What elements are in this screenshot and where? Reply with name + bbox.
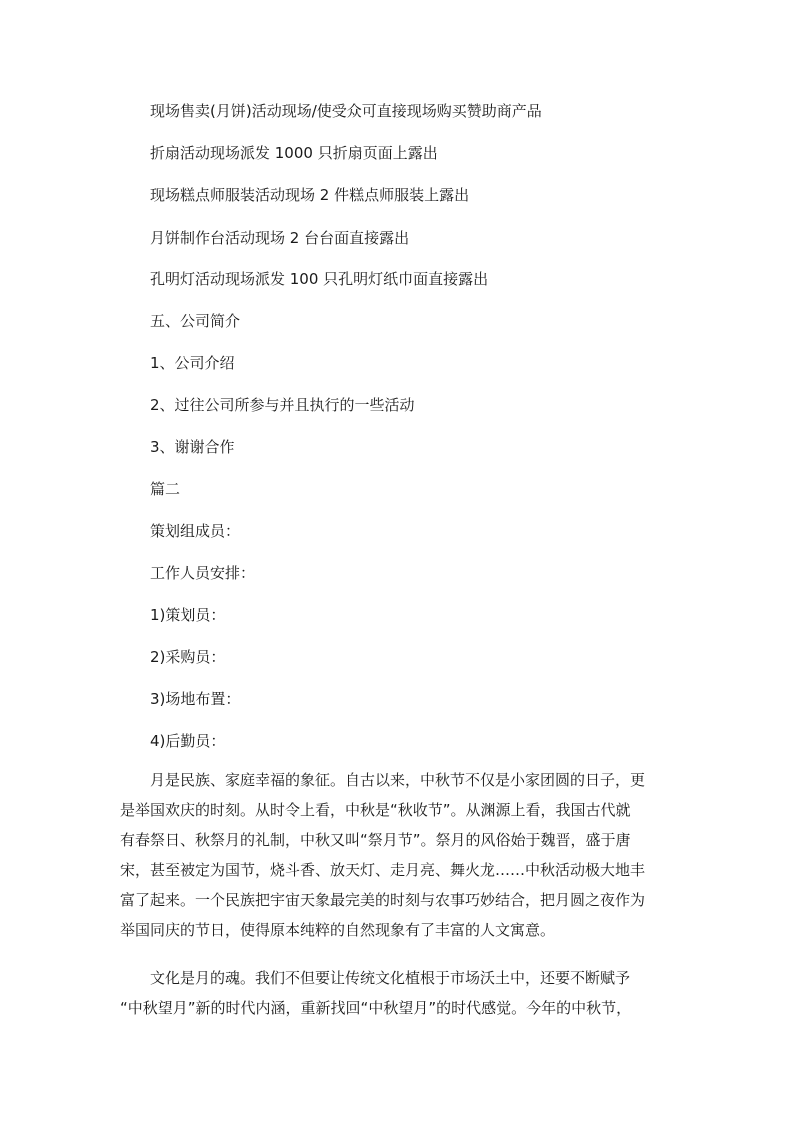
- list-item-company-intro: 1、公司介绍: [150, 354, 235, 372]
- list-item-logistics: 4)后勤员：: [150, 732, 226, 750]
- list-item-venue-setup: 3)场地布置：: [150, 690, 241, 708]
- body-paragraph-1: [120, 765, 660, 945]
- paragraph-line: “中秋望月”新的时代内涵，重新找回“中秋望月”的时代感觉。今年的中秋节，: [120, 999, 632, 1017]
- paragraph-line: 月是民族、家庭幸福的象征。自古以来，中秋节不仅是小家团圆的日子，更: [150, 771, 646, 789]
- list-item-thanks: 3、谢谢合作: [150, 438, 235, 456]
- text-line-staff-arrangement: 工作人员安排：: [150, 564, 256, 582]
- section-heading-company: 五、公司简介: [150, 312, 241, 330]
- paragraph-line: 是举国欢庆的时刻。从时令上看，中秋是“秋收节”。从渊源上看，我国古代就: [120, 801, 631, 819]
- list-item-past-activities: 2、过往公司所参与并且执行的一些活动: [150, 396, 415, 414]
- text-line-lanterns: 孔明灯活动现场派发 100 只孔明灯纸巾面直接露出: [150, 270, 489, 288]
- section-heading-part-two: 篇二: [150, 480, 181, 498]
- text-line-team-members: 策划组成员：: [150, 522, 241, 540]
- paragraph-line: 举国同庆的节日，使得原本纯粹的自然现象有了丰富的人文寓意。: [120, 921, 556, 939]
- text-line-merch-sales: 现场售卖(月饼)活动现场/使受众可直接现场购买赞助商产品: [150, 102, 542, 120]
- text-line-fans: 折扇活动现场派发 1000 只折扇页面上露出: [150, 144, 438, 162]
- list-item-purchaser: 2)采购员：: [150, 648, 226, 666]
- body-paragraph-2: [120, 963, 660, 1023]
- paragraph-line: 文化是月的魂。我们不但要让传统文化植根于市场沃土中，还要不断赋予: [150, 969, 631, 987]
- text-line-mooncake-table: 月饼制作台活动现场 2 台台面直接露出: [150, 229, 410, 247]
- paragraph-line: 宋，甚至被定为国节，烧斗香、放天灯、走月亮、舞火龙……中秋活动极大地丰: [120, 861, 646, 879]
- list-item-planner: 1)策划员：: [150, 606, 226, 624]
- paragraph-line: 富了起来。一个民族把宇宙天象最完美的时刻与农事巧妙结合，把月圆之夜作为: [120, 891, 646, 909]
- text-line-pastry-chef: 现场糕点师服装活动现场 2 件糕点师服装上露出: [150, 186, 470, 204]
- paragraph-line: 有春祭日、秋祭月的礼制，中秋又叫“祭月节”。祭月的风俗始于魏晋，盛于唐: [120, 831, 631, 849]
